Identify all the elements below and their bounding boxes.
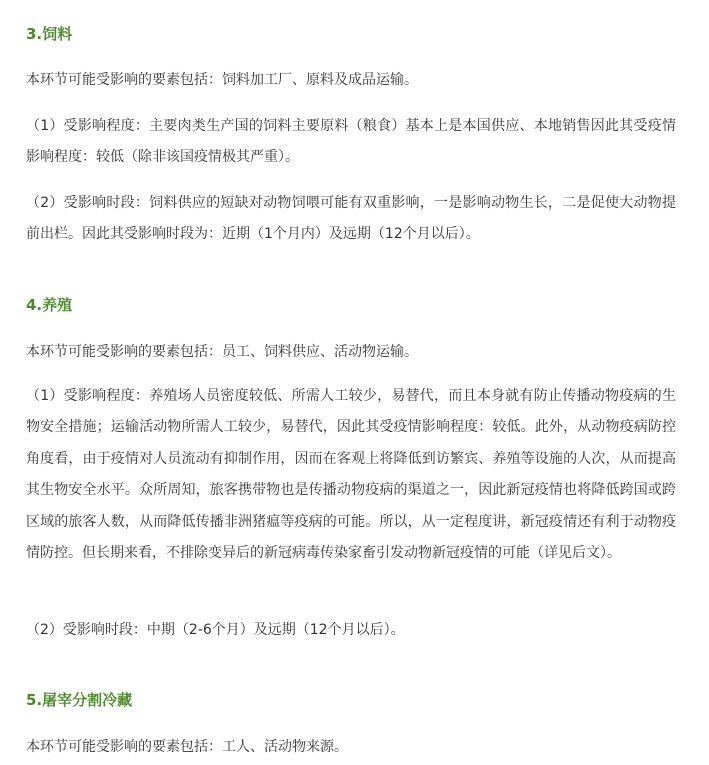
paragraph-breeding-impact-degree: （1）受影响程度：养殖场人员密度较低、所需人工较少，易替代，而且本身就有防止传播动物疫病的生物安全措施；运输活动物所需人工较少，易替代，因此其受疫情影响程度：较低。此外，从动物疫病防控角度看，由于疫情对人员流动有抑制作用，因而在客观上将降低到访繁宾、养殖等设施的人次，从而提高其生物安全水平。众所周知，旅客携带物也是传播动物疫病的渠道之一，因此新冠疫情也将降低跨国或跨区域的旅客人数，从而降低传播非洲猪瘟等疫病的可能。所以，从一定程度讲，新冠疫情还有利于动物疫情防控。但长期来看，不排除变异后的新冠病毒传染家畜引发动物新冠疫情的可能（详见后文）。 — [26, 388, 676, 562]
paragraph-breeding-impact-period: （2）受影响时段：中期（2-6个月）及远期（12个月以后）。 — [26, 622, 405, 638]
paragraph-feed-impact-degree: （1）受影响程度：主要肉类生产国的饲料主要原料（粮食）基本上是本国供应、本地销售因此其受疫情影响程度：较低（除非该国疫情极其严重）。 — [26, 118, 676, 166]
paragraph-feed-impact-period: （2）受影响时段：饲料供应的短缺对动物饲喂可能有双重影响，一是影响动物生长，二是促使大动物提前出栏。因此其受影响时段为：近期（1个月内）及远期（12个月以后）。 — [26, 195, 676, 243]
section-heading-feed: 3.饲料 — [26, 25, 73, 43]
section-intro-breeding: 本环节可能受影响的要素包括：员工、饲料供应、活动物运输。 — [26, 344, 418, 360]
section-intro-feed: 本环节可能受影响的要素包括：饲料加工厂、原料及成品运输。 — [26, 72, 418, 88]
section-heading-breeding: 4.养殖 — [26, 296, 73, 314]
section-intro-slaughter: 本环节可能受影响的要素包括：工人、活动物来源。 — [26, 739, 348, 755]
section-heading-slaughter: 5.屠宰分割冷藏 — [26, 691, 133, 709]
